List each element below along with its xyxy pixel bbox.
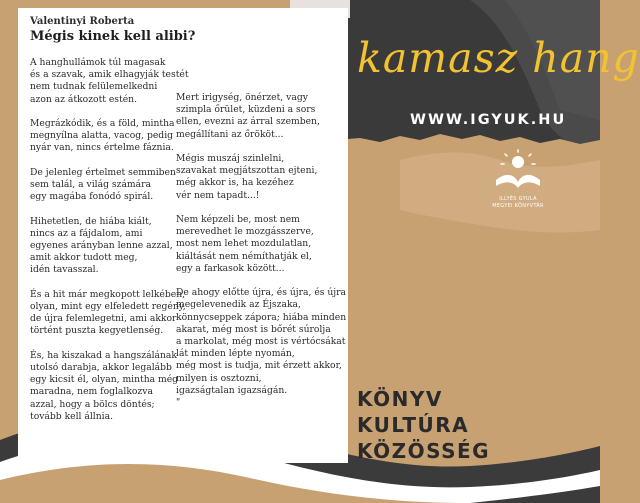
poem-line: A hanghullámok túl magasak <box>30 57 166 68</box>
poem-line: megállítani az őrököt... <box>176 128 284 140</box>
poem-line: de újra felemlegetni, ami akkor <box>30 313 177 325</box>
poem-line: megnyílna alatta, vacog, pedig <box>30 130 174 142</box>
poem-line: Mégis muszáj szinlelni, <box>176 153 285 164</box>
poem-stanza <box>176 214 346 275</box>
poem-line: Hihetetlen, de hiába kiált, <box>30 215 152 227</box>
poem-line: tovább kell állnia. <box>30 410 113 422</box>
poem-line: és a szavak, amik elhagyják testét <box>30 69 189 81</box>
poem-line: egyenes arányban lenne azzal, <box>30 240 173 251</box>
poem-right-column <box>176 92 346 421</box>
poem-line: És a hit már megkopott lelkében, <box>30 288 186 300</box>
poem-line: egy kicsit él, olyan, mintha még <box>30 374 179 386</box>
poem-line: azon az átkozott estén. <box>30 93 137 105</box>
poem-line: egy magába fonódó spirál. <box>30 191 154 203</box>
poem-line: akarat, még most is bőrét súrolja <box>176 323 331 335</box>
poem-title: Mégis kinek kell alibi? <box>30 29 196 44</box>
poem-line: könnycseppek zápora; hiába minden <box>176 311 347 323</box>
poem-line: Mert irigység, önérzet, vagy <box>176 92 308 103</box>
website-url[interactable]: WWW.IGYUK.HU <box>410 112 567 128</box>
poem-left-column <box>30 57 190 435</box>
tagline-community: KÖZÖSSÉG <box>357 439 491 463</box>
poem-line: még most is tudja, mit érzett akkor, <box>176 360 342 372</box>
poem-stanza <box>176 153 346 202</box>
poem-line: milyen is osztozni, <box>176 372 262 384</box>
poem-stanza <box>30 118 190 155</box>
poem-line: szimpla őrület, küzdeni a sors <box>176 104 316 116</box>
poem-line: kiáltását nem némíthatják el, <box>176 250 312 262</box>
poem-stanza <box>30 216 190 277</box>
logo-text-line1: ILLYÉS GYULA <box>499 196 537 202</box>
poem-line: azzal, hogy a bölcs döntés; <box>30 398 155 410</box>
poem-line: lát minden lépte nyomán, <box>176 348 295 360</box>
tagline-book: KÖNYV <box>357 387 443 411</box>
tagline-culture: KULTÚRA <box>357 413 470 437</box>
poem-line: maradna, nem foglalkozva <box>30 386 153 398</box>
poem-line: megelevenedik az Éjszaka, <box>176 299 301 311</box>
poem-line: nem tudnak felülemelkedni <box>30 81 158 93</box>
poem-stanza <box>176 92 346 141</box>
poem-stanza <box>30 167 190 204</box>
poem-line: ellen, evezni az árral szemben, <box>176 116 320 128</box>
poem-line: utolsó darabja, akkor legalább <box>30 362 172 373</box>
poem-line: igazságtalan igazságán. <box>176 384 288 396</box>
brand-title: kamasz hang <box>357 34 640 82</box>
poem-line: De jelenleg értelmet semmiben <box>30 166 176 178</box>
poem-line: most nem lehet mozdulatlan, <box>176 238 312 250</box>
poem-line: egy a farkasok között... <box>176 262 285 274</box>
poem-stanza <box>30 57 190 106</box>
poem-line: És, ha kiszakad a hangszálának <box>30 349 177 361</box>
poem-line: a markolat, még most is vértócsákat <box>176 336 346 348</box>
poem-line: nincs az a fájdalom, ami <box>30 227 143 239</box>
poem-line: " <box>176 397 181 409</box>
poem-line: De ahogy előtte újra, és újra, és újra <box>176 287 347 299</box>
poem-line: Nem képzeli be, most nem <box>176 214 300 225</box>
poem-line: olyan, mint egy elfeledett regény, <box>30 301 186 312</box>
poem-line: még akkor is, ha kezéhez <box>176 177 294 189</box>
poem-line: vér nem tapadt...! <box>176 189 260 201</box>
poem-stanza <box>176 287 346 409</box>
poem-stanza <box>30 289 190 338</box>
poem-line: történt puszta kegyetlenség. <box>30 325 164 337</box>
poem-author: Valentinyi Roberta <box>30 16 135 27</box>
poem-line: nyár van, nincs értelme fáznia. <box>30 142 174 154</box>
poem-line: szavakat megjátszottan ejteni, <box>176 165 318 177</box>
poem-line: Megrázkódik, és a föld, mintha <box>30 118 175 129</box>
poem-line: merevedhet le mozgásszerve, <box>176 226 314 238</box>
poem-stanza <box>30 350 190 423</box>
logo-text-line2: MEGYEI KÖNYVTÁR <box>492 203 544 209</box>
poem-line: idén tavasszal. <box>30 264 99 276</box>
poem-line: amit akkor tudott meg, <box>30 252 138 264</box>
poem-line: sem talál, a világ számára <box>30 179 151 190</box>
